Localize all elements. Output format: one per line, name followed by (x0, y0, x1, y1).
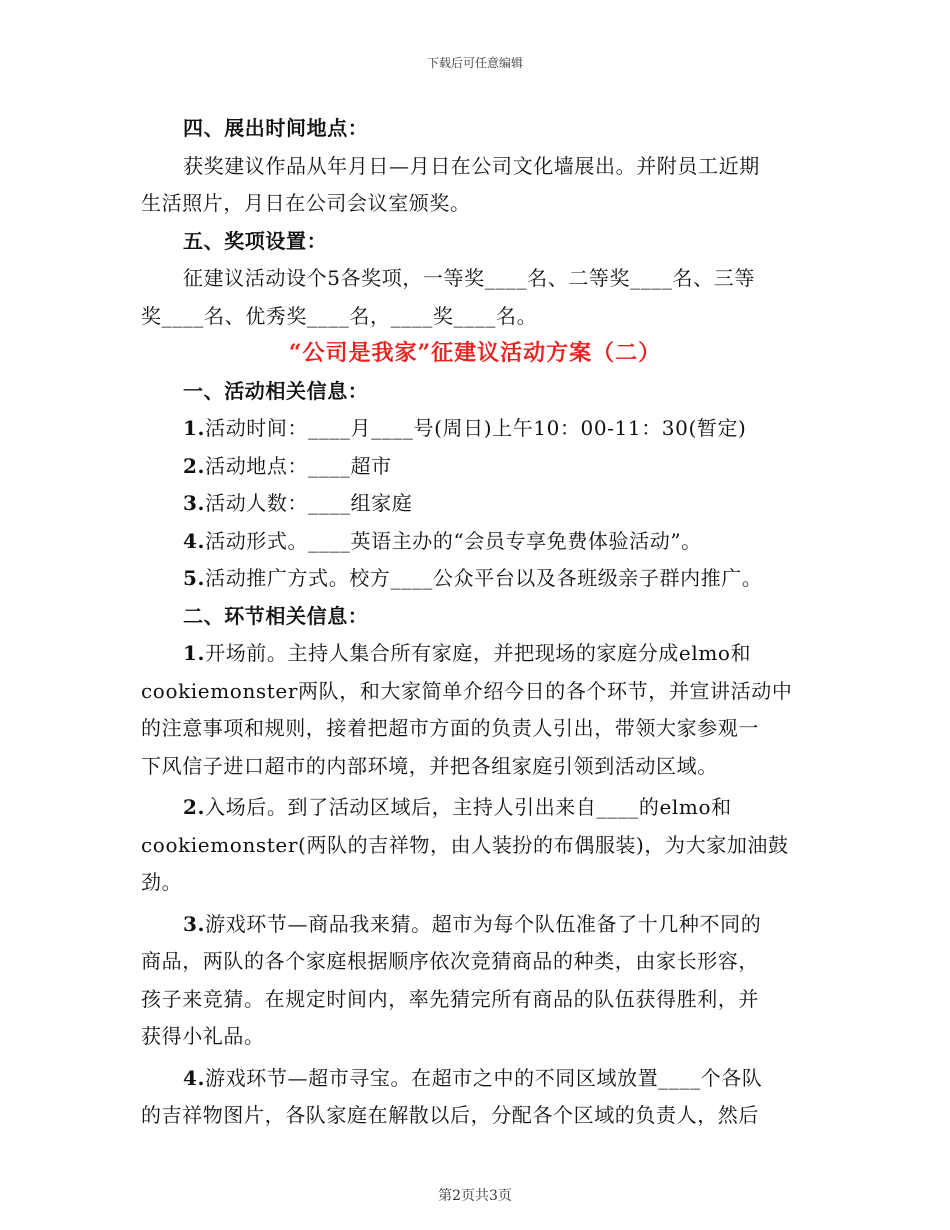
text-line (141, 1018, 809, 1056)
text-line (141, 1060, 809, 1098)
text-line (141, 864, 809, 902)
section-heading (141, 223, 809, 261)
text-line (141, 906, 809, 944)
list-number: 4. (183, 528, 206, 553)
text-line (141, 748, 809, 786)
line-text: 的吉祥物图片，各队家庭在解散以后，分配各个区域的负责人，然后 (141, 1103, 759, 1127)
text-line (141, 710, 809, 748)
line-text: 获奖建议作品从年月日—月日在公司文化墙展出。并附员工近期 (183, 153, 760, 178)
line-text: 活动人数：____组家庭 (205, 491, 413, 515)
line-text: 活动推广方式。校方____公众平台以及各班级亲子群内推广。 (205, 566, 763, 590)
list-number: 4. (183, 1065, 206, 1090)
line-text: 二、环节相关信息： (183, 603, 369, 628)
line-text: 奖____名、优秀奖____名，____奖____名。 (141, 303, 538, 328)
line-text: 生活照片，月日在公司会议室颁奖。 (141, 191, 471, 215)
text-line (141, 410, 809, 448)
list-number: 1. (183, 416, 206, 440)
line-text: cookiemonster两队，和大家简单介绍今日的各个环节，并宣讲活动中 (141, 678, 793, 703)
section-heading (141, 598, 809, 636)
text-line (141, 260, 809, 298)
list-number: 2. (183, 795, 206, 819)
section-heading (141, 110, 809, 148)
line-text: 活动形式。____英语主办的“会员专享免费体验活动”。 (205, 528, 702, 553)
text-line (141, 448, 809, 486)
line-text: 活动地点：____超市 (205, 453, 392, 478)
text-line (141, 635, 809, 673)
line-text: 征建议活动设个5各奖项，一等奖____名、二等奖____名、三等 (183, 266, 755, 290)
line-text: 的注意事项和规则，接着把超市方面的负责人引出，带领大家参观一 (141, 716, 759, 740)
page-footer: 第2页共3页 (438, 1188, 512, 1204)
line-text: 获得小礼品。 (141, 1024, 265, 1048)
text-line (141, 148, 809, 186)
section-title (141, 335, 809, 373)
line-text: 游戏环节—超市寻宝。在超市之中的不同区域放置____个各队 (205, 1065, 763, 1090)
section-heading (141, 373, 809, 411)
line-text: 开场前。主持人集合所有家庭，并把现场的家庭分成elmo和 (205, 641, 752, 665)
text-line (141, 981, 809, 1019)
line-text: 商品，两队的各个家庭根据顺序依次竞猜商品的种类，由家长形容， (141, 949, 759, 973)
line-text: 四、展出时间地点： (183, 116, 369, 140)
list-number: 2. (183, 453, 206, 478)
text-line (141, 185, 809, 223)
line-text: 五、奖项设置： (183, 228, 328, 253)
line-text: 活动时间：____月____号(周日)上午10：00-11：30(暂定) (205, 416, 747, 440)
list-number: 3. (183, 491, 206, 515)
line-text: cookiemonster(两队的吉祥物，由人装扮的布偶服装)，为大家加油鼓 (141, 832, 789, 857)
text-line (141, 827, 809, 865)
document-body (141, 110, 809, 1135)
list-number: 1. (183, 641, 206, 665)
line-text: “公司是我家”征建议活动方案（二） (288, 340, 662, 366)
list-number: 3. (183, 911, 206, 936)
text-line (141, 1097, 809, 1135)
line-text: 游戏环节—商品我来猜。超市为每个队伍准备了十几种不同的 (205, 911, 762, 936)
line-text: 一、活动相关信息： (183, 378, 369, 403)
text-line (141, 789, 809, 827)
list-number: 5. (183, 566, 206, 590)
text-line (141, 523, 809, 561)
text-line (141, 298, 809, 336)
text-line (141, 943, 809, 981)
text-line (141, 485, 809, 523)
page-header: 下载后可任意编辑 (426, 56, 523, 70)
text-line (141, 673, 809, 711)
text-line (141, 560, 809, 598)
line-text: 孩子来竞猜。在规定时间内，率先猜完所有商品的队伍获得胜利，并 (141, 986, 759, 1011)
line-text: 劲。 (141, 870, 183, 894)
line-text: 入场后。到了活动区域后，主持人引出来自____的elmo和 (205, 795, 732, 819)
line-text: 下风信子进口超市的内部环境，并把各组家庭引领到活动区域。 (141, 753, 718, 778)
